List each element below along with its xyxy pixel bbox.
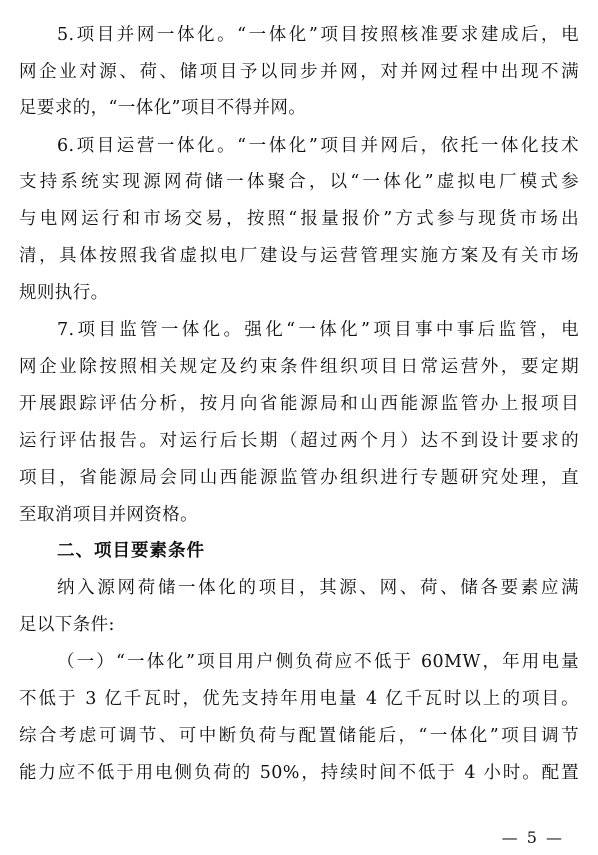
text-line-2: 网企业对源、荷、储项目予以同步并网，对并网过程中出现不满	[19, 62, 579, 82]
text-line-11: 开展跟踪评估分析，按月向省能源局和山西能源监管办上报项目	[19, 394, 579, 414]
text-line-8: 规则执行。	[19, 283, 109, 303]
text-line-10: 网企业除按照相关规定及约束条件组织项目日常运营外，要定期	[19, 357, 579, 377]
text-line-17: 足以下条件:	[19, 615, 115, 635]
text-line-19: 不低于 3 亿千瓦时，优先支持年用电量 4 亿千瓦时以上的项目。	[19, 689, 579, 709]
text-line-3: 足要求的，“一体化”项目不得并网。	[19, 98, 307, 118]
section-heading: 二、项目要素条件	[57, 541, 205, 561]
text-line-12: 运行评估报告。对运行后长期（超过两个月）达不到设计要求的	[19, 431, 579, 451]
page-number: — 5 —	[501, 828, 564, 847]
text-line-20: 综合考虑可调节、可中断负荷与配置储能后，“一体化”项目调节	[19, 726, 579, 746]
text-line-5: 支持系统实现源网荷储一体聚合，以“一体化”虚拟电厂模式参	[19, 172, 579, 192]
text-line-1: 5.项目并网一体化。“一体化”项目按照核准要求建成后，电	[57, 25, 579, 45]
text-line-9: 7.项目监管一体化。强化“一体化”项目事中事后监管，电	[57, 320, 579, 340]
text-line-6: 与电网运行和市场交易，按照“报量报价”方式参与现货市场出	[19, 209, 579, 229]
text-line-7: 清，具体按照我省虚拟电厂建设与运营管理实施方案及有关市场	[19, 246, 579, 266]
text-line-21: 能力应不低于用电侧负荷的 50%，持续时间不低于 4 小时。配置	[19, 763, 579, 783]
text-line-14: 至取消项目并网资格。	[19, 505, 198, 525]
text-line-16: 纳入源网荷储一体化的项目，其源、网、荷、储各要素应满	[57, 578, 579, 598]
text-line-4: 6.项目运营一体化。“一体化”项目并网后，依托一体化技术	[57, 136, 579, 156]
text-line-13: 项目，省能源局会同山西能源监管办组织进行专题研究处理，直	[19, 468, 579, 488]
text-line-18: （一）“一体化”项目用户侧负荷应不低于 60MW，年用电量	[57, 652, 579, 672]
